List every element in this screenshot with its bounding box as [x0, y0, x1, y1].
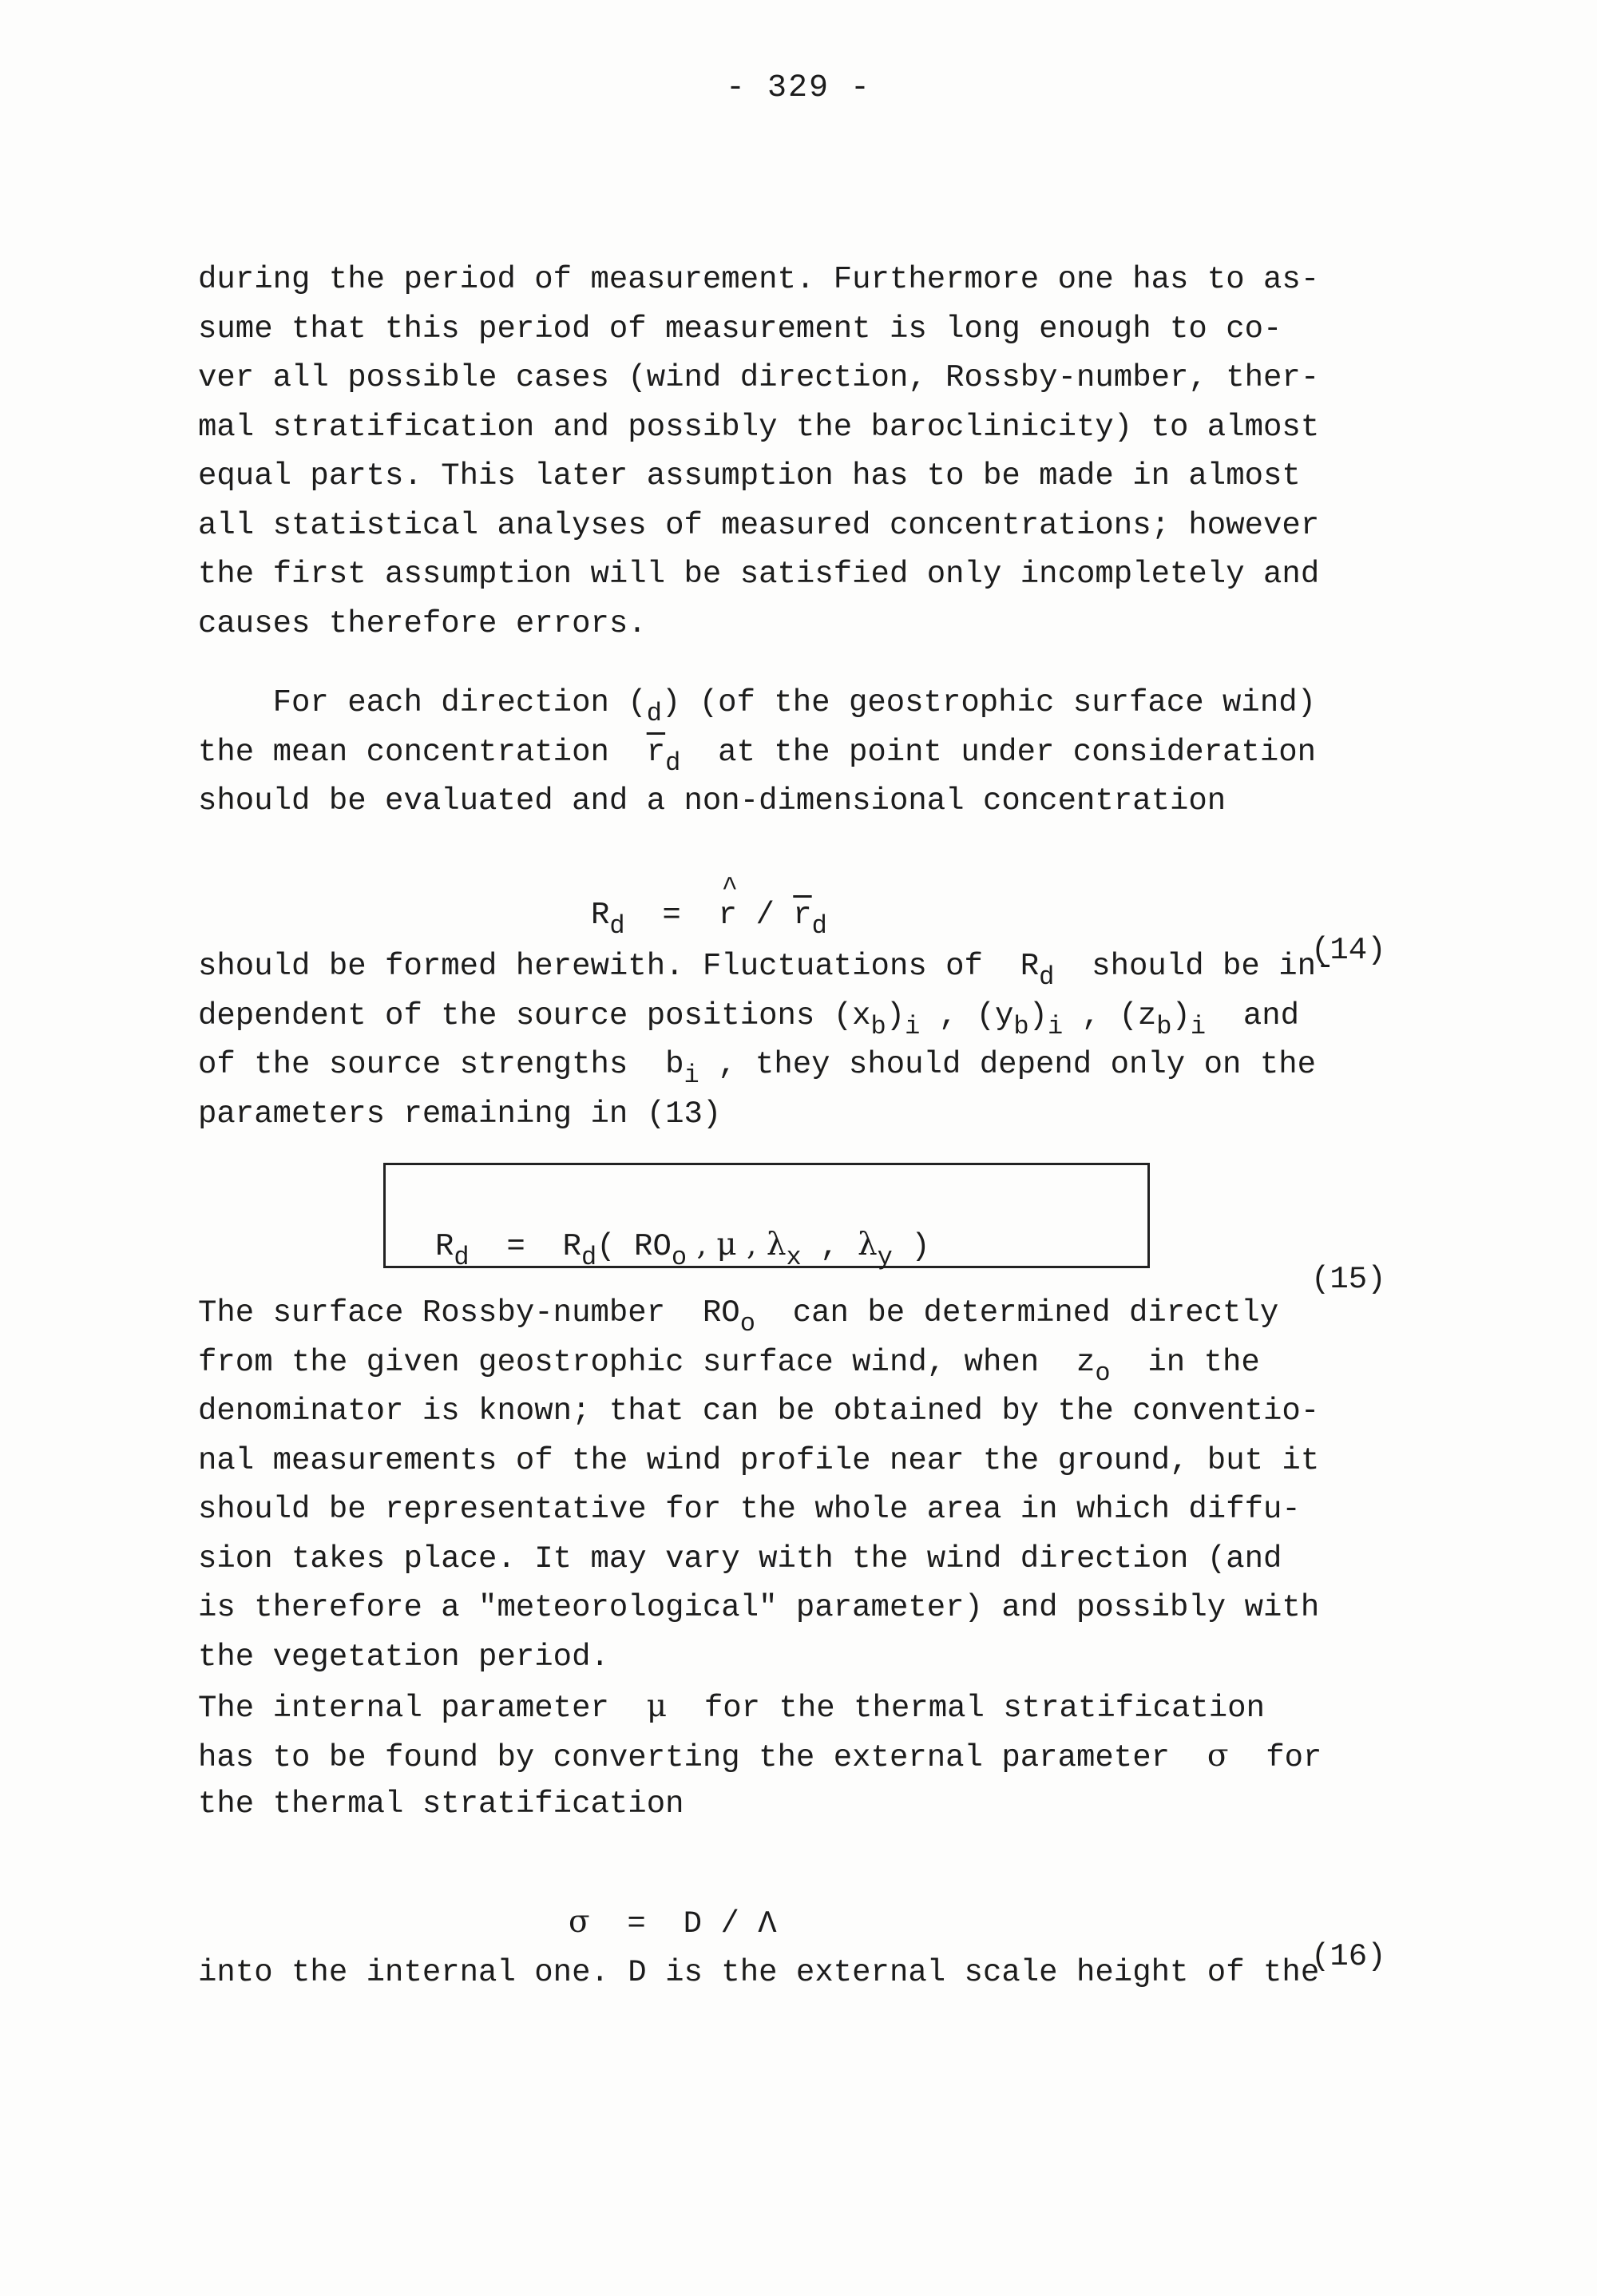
text-line: should be formed herewith. Fluctuations of $R_d$ should be in- [198, 949, 1335, 992]
equation-expression: σ = D / Λ [569, 1904, 777, 1941]
text-line: equal parts. This later assumption has to be made in almost [198, 458, 1301, 494]
page-number: - 329 - [725, 70, 872, 106]
text-line: the thermal stratification [198, 1786, 684, 1822]
text-line: the first assumption will be satisfied only incompletely and [198, 557, 1320, 592]
equation-expression: $R_d = R_d$( $RO_o$ , μ , $\lambda_x$ , $\lambda_y$ ) [435, 1227, 930, 1272]
text-line: has to be found by converting the external parameter σ for [198, 1737, 1322, 1775]
equation-14 [0, 862, 1597, 968]
text-line: mal stratification and possibly the baroclinicity) to almost [198, 409, 1320, 445]
text-line: parameters remaining in (13) [198, 1096, 722, 1132]
text-line: nal measurements of the wind profile near the ground, but it [198, 1442, 1320, 1478]
equation-number: (15) [1311, 1262, 1386, 1297]
text-line: sion takes place. It may vary with the wind direction (and [198, 1541, 1282, 1576]
equation-number: (16) [1311, 1939, 1386, 1974]
paragraph-3 [198, 942, 1334, 1139]
text-line: is therefore a "meteorological" parameter) and possibly with [198, 1590, 1320, 1625]
text-line: into the internal one. D is the external scale height of the [198, 1955, 1320, 1990]
text-line: should be representative for the whole area in which diffu- [198, 1492, 1301, 1527]
text-line: dependent of the source positions $(x_b)_i$ , $(y_b)_i$ , $(z_b)_i$ and [198, 997, 1300, 1041]
text-line: The internal parameter μ for the thermal stratification [198, 1688, 1265, 1726]
text-line: the vegetation period. [198, 1639, 609, 1675]
paragraph-4 [198, 1289, 1322, 1830]
text-line: of the source strengths $b_i$ , they should depend only on the [198, 1047, 1317, 1090]
text-line: causes therefore errors. [198, 605, 647, 641]
equation-15 [0, 1192, 1597, 1297]
equation-number: (14) [1311, 933, 1386, 968]
text-line: denominator is known; that can be obtained by the conventio- [198, 1394, 1320, 1429]
text-line: from the given geostrophic surface wind, when $z_o$ in the [198, 1344, 1260, 1388]
equation-expression: $R_d$ = ^ r / $\overline{r}_d$ [591, 898, 827, 933]
paragraph-5 [198, 1949, 1319, 1998]
text-line: during the period of measurement. Furthermore one has to as- [198, 262, 1320, 297]
text-line: The surface Rossby-number $RO_o$ can be determined directly [198, 1295, 1279, 1338]
paragraph-2 [198, 679, 1316, 827]
paragraph-1 [198, 256, 1319, 648]
text-line: sume that this period of measurement is long enough to co- [198, 311, 1282, 347]
text-line: the mean concentration $\overline{r}_d$ at the point under consideration [198, 734, 1317, 778]
text-line: should be evaluated and a non-dimensional concentration [198, 783, 1226, 819]
text-line: all statistical analyses of measured concentrations; however [198, 507, 1320, 543]
text-line: ver all possible cases (wind direction, Rossby-number, ther- [198, 360, 1320, 395]
text-line: For each direction $(_d)$ (of the geostrophic surface wind) [198, 685, 1317, 728]
